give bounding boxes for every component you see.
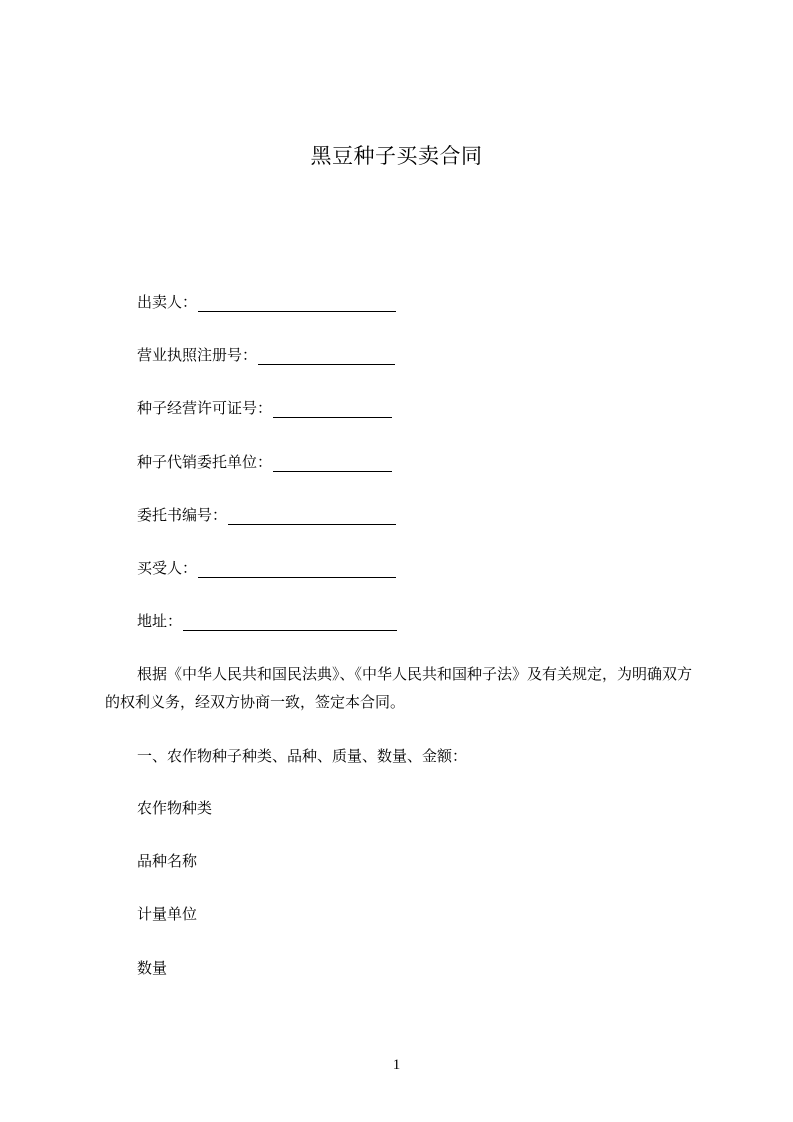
section-1-heading: 一、农作物种子种类、品种、质量、数量、金额： bbox=[137, 747, 468, 765]
address-label: 地址： bbox=[137, 612, 183, 630]
buyer-label: 买受人： bbox=[137, 559, 198, 577]
variety-name-item: 品种名称 bbox=[137, 852, 198, 870]
consignment-unit-blank-line bbox=[273, 455, 392, 472]
crop-type-item: 农作物种类 bbox=[137, 799, 213, 817]
intro-paragraph: 根据《中华人民共和国民法典》、《中华人民共和国种子法》及有关规定，为明确双方的权利义务，经双方协商一致，签定本合同。 bbox=[105, 665, 693, 711]
buyer-blank-line bbox=[198, 561, 396, 578]
seed-permit-blank-line bbox=[273, 401, 392, 418]
unit-of-measure-item: 计量单位 bbox=[137, 905, 198, 923]
seller-label: 出卖人： bbox=[137, 293, 198, 311]
seller-field bbox=[137, 292, 396, 312]
business-license-field bbox=[137, 345, 395, 365]
business-license-label: 营业执照注册号： bbox=[137, 346, 258, 364]
seed-permit-field bbox=[137, 398, 392, 418]
authorization-number-label: 委托书编号： bbox=[137, 506, 228, 524]
business-license-blank-line bbox=[258, 348, 395, 365]
authorization-number-field bbox=[137, 505, 396, 525]
address-blank-line bbox=[183, 614, 397, 631]
seller-blank-line bbox=[198, 295, 396, 312]
quantity-item: 数量 bbox=[137, 959, 168, 977]
page-number: 1 bbox=[392, 1057, 401, 1073]
consignment-unit-label: 种子代销委托单位： bbox=[137, 453, 273, 471]
document-title: 黑豆种子买卖合同 bbox=[310, 144, 483, 168]
seed-permit-label: 种子经营许可证号： bbox=[137, 399, 273, 417]
buyer-field bbox=[137, 558, 396, 578]
consignment-unit-field bbox=[137, 452, 392, 472]
authorization-number-blank-line bbox=[228, 508, 396, 525]
address-field bbox=[137, 611, 397, 631]
